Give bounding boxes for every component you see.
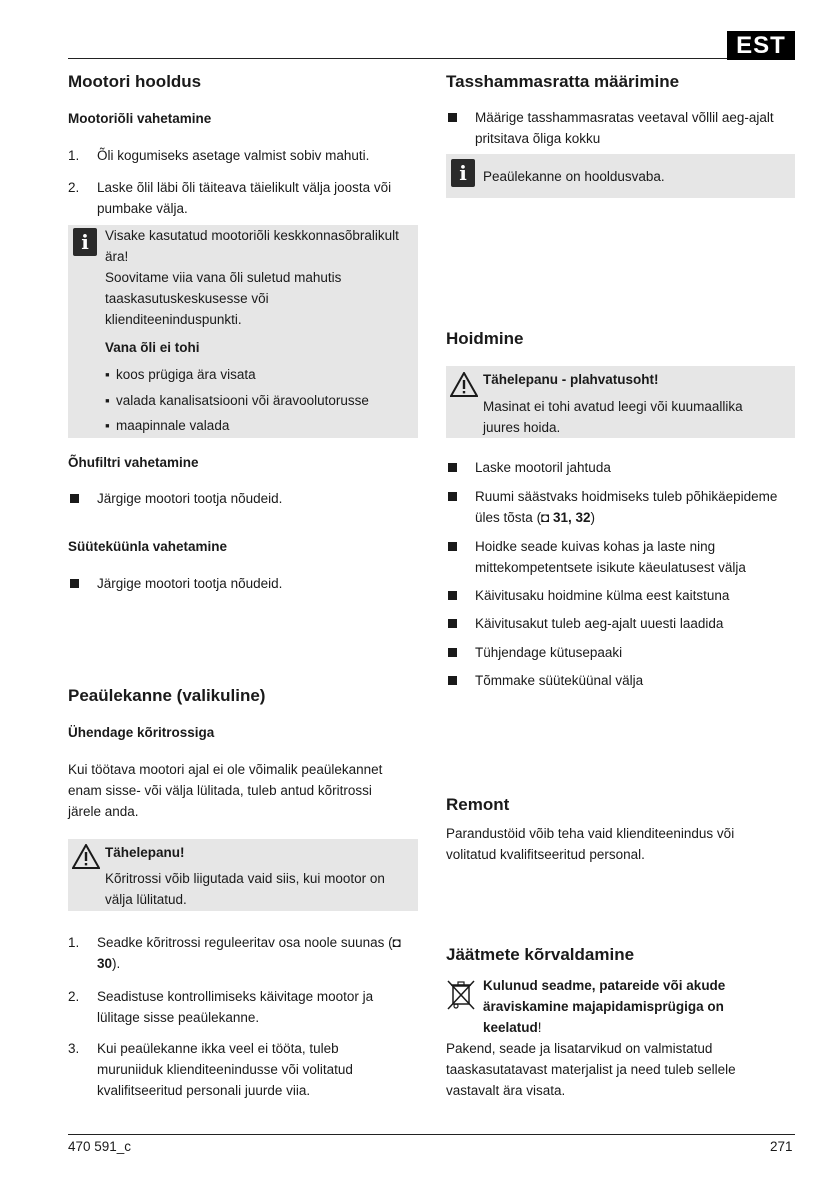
section-title-gear: Tasshammasratta määrimine (446, 72, 680, 91)
oil-note-text-1: Visake kasutatud mootoriõli keskkonnasõbralikult ära! (105, 228, 399, 264)
repair-text: Parandustöid võib teha vaid klienditeenindus või volitatud kvalifitseeritud personal. (446, 826, 735, 862)
oil-disposal-note: i Visake kasutatud mootoriõli keskkonnasõbralikult ära! Soovitame viia vana õli suletud mahutis taaskasutuskeskusesse või klienditeeninduspunkti. Vana õli ei tohi ▪ koos prügiga ära visata ▪ valada kanalisatsiooni või äravoolutorusse ▪ maapinnale valada (68, 225, 418, 438)
disposal-text: Pakend, seade ja lisatarvikud on valmistatud taaskasutatavast materjalist ja need tuleb sellele vastavalt ära visata. (446, 1041, 736, 1098)
bullet-square (448, 619, 457, 628)
crossed-bin-icon (446, 978, 476, 1012)
document-id: 470 591_c (68, 1139, 132, 1154)
clutch-paragraph: Kui töötava mootori ajal ei ole võimalik peaülekannet enam sisse- või välja lülitada, tuleb antud kõritrossi järele anda. (68, 762, 383, 819)
bullet-square (70, 494, 79, 503)
storage-warning-text: Masinat ei tohi avatud leegi või kuumaallika juures hoida. (483, 399, 743, 435)
subtitle-oil-change: Mootoriõli vahetamine (68, 111, 212, 126)
gear-info-note (446, 154, 795, 198)
camera-ref-icon: ◘ (392, 935, 401, 950)
warning-icon (72, 844, 100, 869)
subtitle-spark-plug: Süüteküünla vahetamine (68, 539, 228, 554)
info-icon: i (73, 228, 97, 256)
bullet-square (448, 591, 457, 600)
gear-note-text: Peaülekanne on hooldusvaba. (483, 169, 665, 184)
page-number: 271 (770, 1139, 793, 1154)
oil-note-bold: Vana õli ei tohi (105, 340, 200, 355)
clutch-warning-box (68, 839, 418, 911)
section-title-repair: Remont (446, 795, 510, 814)
section-title-clutch: Peaülekanne (valikuline) (68, 686, 266, 705)
bullet-square (448, 492, 457, 501)
bullet-square (448, 648, 457, 657)
section-title-storage: Hoidmine (446, 329, 524, 348)
subtitle-air-filter: Õhufiltri vahetamine (68, 455, 199, 470)
bullet-square (70, 579, 79, 588)
bullet-square (448, 113, 457, 122)
header-rule (68, 58, 727, 59)
disposal-warning: Kulunud seadme, patareide või akude äraviskamine majapidamisprügiga on keelatud! (483, 978, 726, 1035)
clutch-warning-text: Kõritrossi võib liigutada vaid siis, kui mootor on välja lülitatud. (105, 871, 385, 907)
oil-note-text-2: Soovitame viia vana õli suletud mahutis taaskasutuskeskusesse või klienditeeninduspunkti. (105, 270, 342, 327)
bullet-square (448, 542, 457, 551)
bullet-square (448, 676, 457, 685)
language-badge: EST (727, 31, 795, 60)
section-title-motor: Mootori hooldus (68, 72, 202, 91)
warning-icon (450, 372, 478, 397)
subtitle-clutch-cable: Ühendage kõritrossiga (68, 725, 215, 740)
clutch-warning-title: Tähelepanu! (105, 845, 185, 860)
storage-warning-box (446, 366, 795, 438)
info-icon: i (451, 159, 475, 187)
storage-warning-title: Tähelepanu - plahvatusoht! (483, 372, 659, 387)
section-title-disposal: Jäätmete kõrvaldamine (446, 945, 635, 964)
camera-ref-icon: ◘ (541, 510, 550, 525)
footer-rule (68, 1134, 795, 1135)
bullet-square (448, 463, 457, 472)
